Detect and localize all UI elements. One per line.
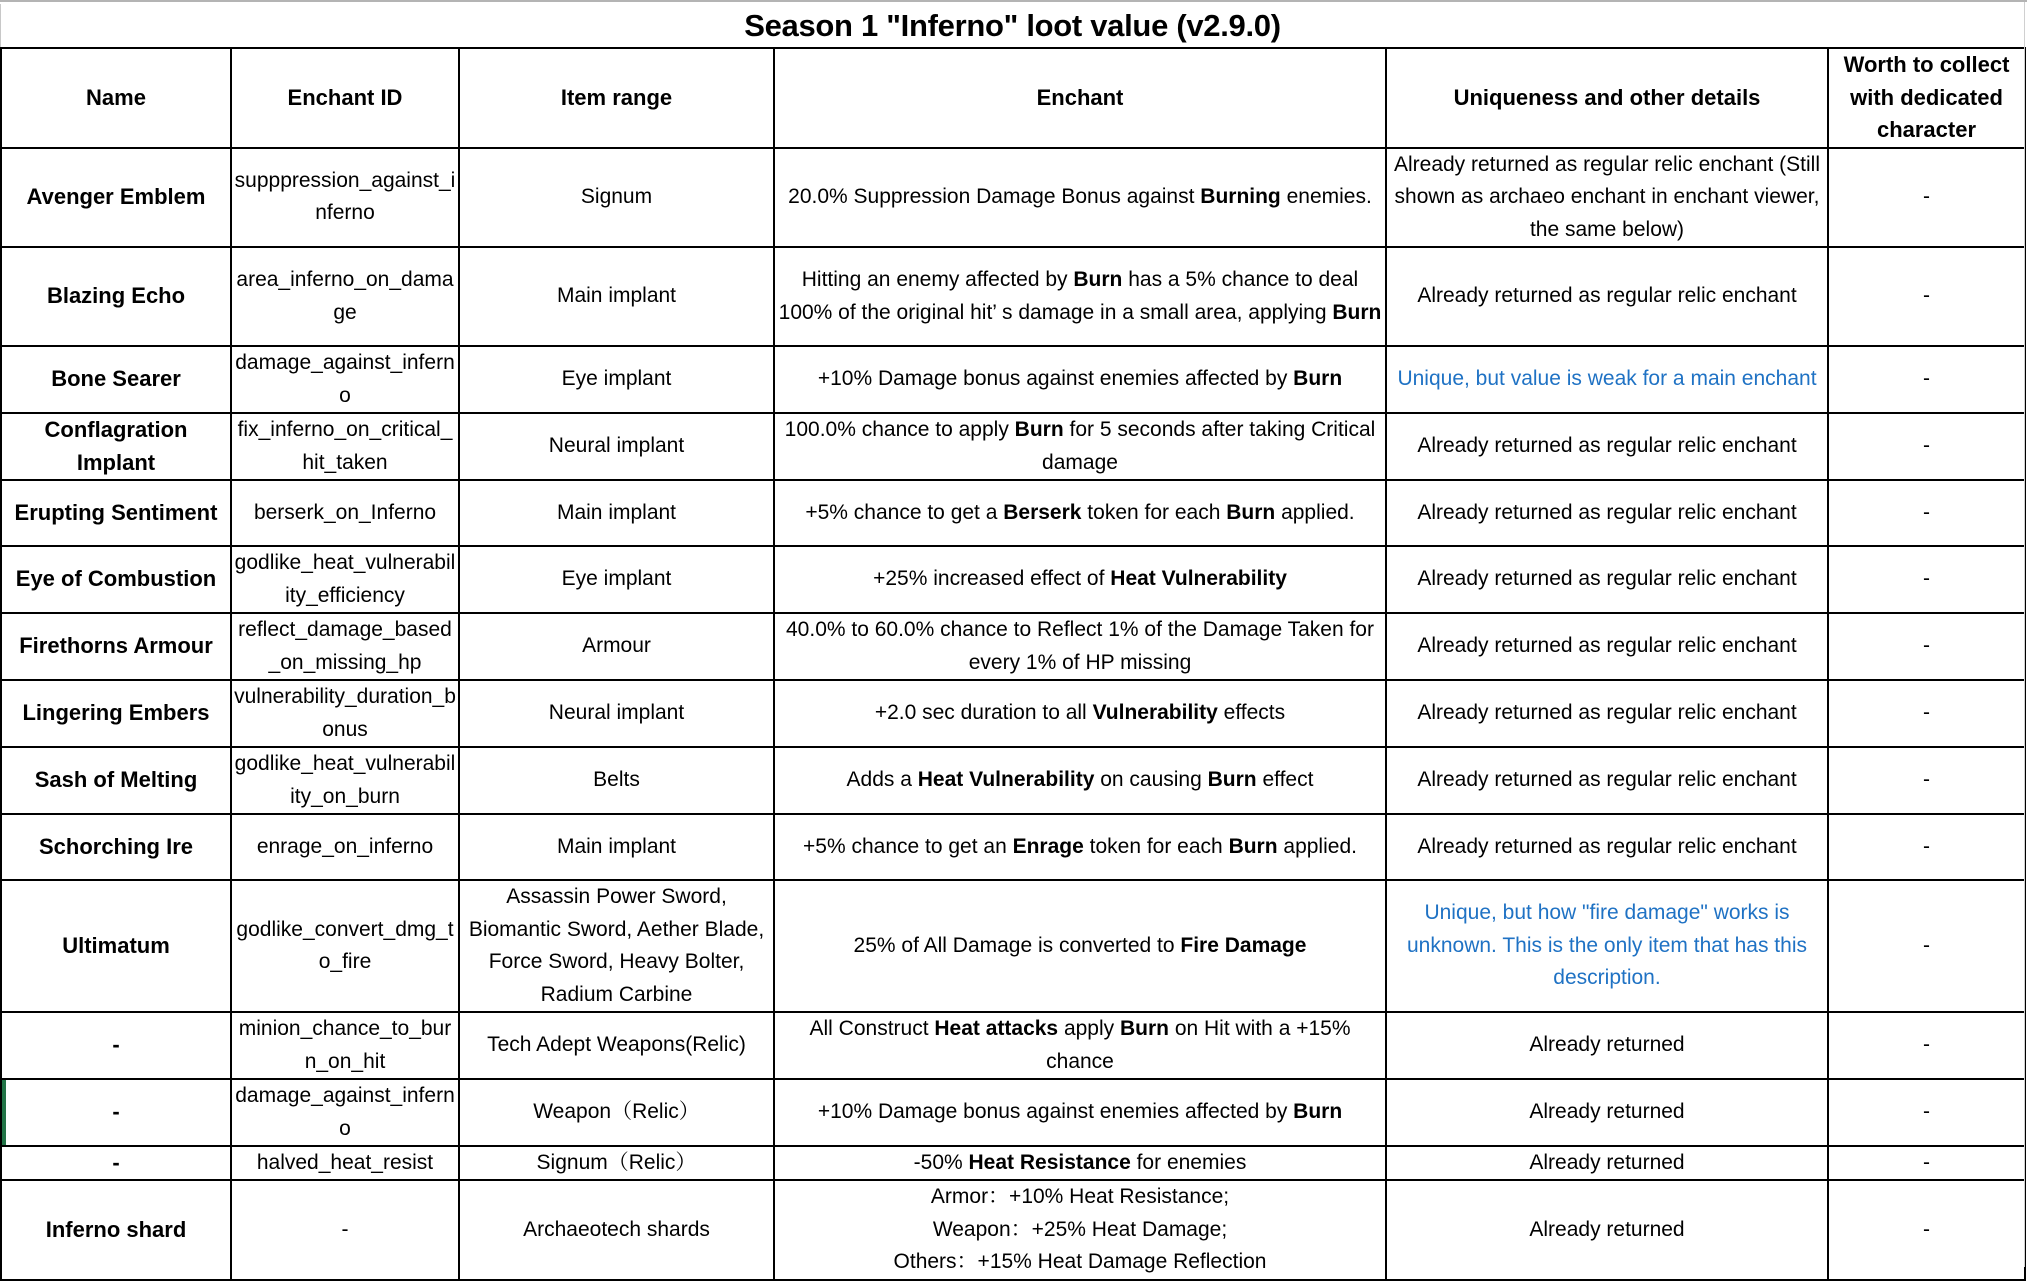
- enchant-line: [778, 1214, 1382, 1247]
- table-row: [1, 747, 2025, 814]
- cell-enchant[interactable]: [774, 747, 1386, 814]
- enchant-text: applied.: [1275, 500, 1355, 524]
- table-row: [1, 148, 2025, 248]
- cell-name[interactable]: -: [1, 1012, 231, 1079]
- enchant-text: 40.0% to 60.0% chance to Reflect 1% of the Damage Taken for every 1% of HP missing: [786, 618, 1374, 674]
- cell-enchant-id[interactable]: berserk_on_Inferno: [231, 480, 459, 546]
- cell-enchant[interactable]: [774, 1079, 1386, 1146]
- enchant-keyword: Burn: [1228, 834, 1278, 858]
- cell-item-range[interactable]: Armour: [459, 613, 774, 680]
- cell-worth[interactable]: -: [1828, 480, 2025, 546]
- cell-worth[interactable]: -: [1828, 680, 2025, 747]
- enchant-text: token for each: [1083, 834, 1229, 858]
- table-body: [1, 148, 2025, 1280]
- cell-enchant-id[interactable]: supppression_against_inferno: [231, 148, 459, 248]
- cell-worth[interactable]: -: [1828, 814, 2025, 880]
- enchant-keyword: Burn: [1207, 768, 1257, 792]
- enchant-keyword: Enrage: [1012, 834, 1084, 858]
- cell-item-range[interactable]: Tech Adept Weapons(Relic): [459, 1012, 774, 1079]
- cell-item-range[interactable]: Neural implant: [459, 413, 774, 480]
- cell-name[interactable]: Erupting Sentiment: [1, 480, 231, 546]
- cell-worth[interactable]: -: [1828, 747, 2025, 814]
- enchant-text: applied.: [1277, 834, 1357, 858]
- enchant-text: effect: [1256, 768, 1314, 792]
- enchant-text: has a 5% chance to deal 100% of the original hit’ s damage in a small area, applying: [778, 268, 1359, 324]
- enchant-line: [803, 835, 1357, 858]
- enchant-keyword: Burning: [1200, 185, 1281, 208]
- cell-worth[interactable]: -: [1828, 413, 2025, 480]
- cell-enchant-id[interactable]: enrage_on_inferno: [231, 814, 459, 880]
- cell-item-range[interactable]: Assassin Power Sword, Biomantic Sword, Aether Blade, Force Sword, Heavy Bolter, Radium Carbine: [459, 880, 774, 1012]
- enchant-line: [854, 934, 1307, 957]
- cell-name[interactable]: Avenger Emblem: [1, 148, 231, 248]
- cell-enchant-id[interactable]: area_inferno_on_damage: [231, 247, 459, 346]
- cell-enchant-id[interactable]: godlike_heat_vulnerability_efficiency: [231, 546, 459, 613]
- table-row: [1, 1146, 2025, 1180]
- enchant-text: +10% Damage bonus against enemies affected by: [817, 1100, 1294, 1124]
- enchant-line: [786, 618, 1374, 674]
- cell-enchant-id[interactable]: godlike_heat_vulnerability_on_burn: [231, 747, 459, 814]
- cell-enchant[interactable]: [774, 880, 1386, 1012]
- table-row: [1, 346, 2025, 413]
- cell-worth[interactable]: -: [1828, 247, 2025, 346]
- cell-worth[interactable]: -: [1828, 1180, 2025, 1280]
- cell-enchant[interactable]: [774, 346, 1386, 413]
- cell-uniqueness[interactable]: Already returned as regular relic enchant: [1386, 247, 1828, 346]
- table-row: [1, 814, 2025, 880]
- header-uniqueness[interactable]: Uniqueness and other details: [1386, 48, 1828, 148]
- enchant-text: 25% of All Damage is converted to: [853, 933, 1181, 957]
- cell-uniqueness[interactable]: Already returned as regular relic enchant: [1386, 747, 1828, 814]
- table-row: [1, 480, 2025, 546]
- header-item-range[interactable]: Item range: [459, 48, 774, 148]
- enchant-text: +5% chance to get a: [805, 500, 1004, 524]
- enchant-text: Weapon：+25% Heat Damage;: [932, 1217, 1228, 1241]
- cell-name[interactable]: Eye of Combustion: [1, 546, 231, 613]
- enchant-keyword: Berserk: [1003, 500, 1082, 524]
- cell-uniqueness[interactable]: Already returned as regular relic enchant: [1386, 613, 1828, 680]
- enchant-line: [914, 1151, 1247, 1174]
- enchant-line: [873, 567, 1287, 590]
- cell-item-range[interactable]: Eye implant: [459, 346, 774, 413]
- cell-name[interactable]: -: [1, 1146, 231, 1180]
- enchant-text: -50%: [913, 1151, 969, 1174]
- cell-item-range[interactable]: Main implant: [459, 480, 774, 546]
- table-row: [1, 247, 2025, 346]
- table-row: [1, 1012, 2025, 1079]
- cell-enchant[interactable]: [774, 613, 1386, 680]
- enchant-text: Armor：+10% Heat Resistance;: [930, 1185, 1230, 1208]
- cell-name[interactable]: Blazing Echo: [1, 247, 231, 346]
- cell-worth[interactable]: -: [1828, 1079, 2025, 1146]
- cell-worth[interactable]: -: [1828, 546, 2025, 613]
- enchant-text: +25% increased effect of: [873, 567, 1111, 591]
- cell-name[interactable]: Bone Searer: [1, 346, 231, 413]
- enchant-text: +10% Damage bonus against enemies affected by: [817, 367, 1294, 391]
- enchant-text: +2.0 sec duration to all: [874, 701, 1093, 725]
- enchant-text: +5% chance to get an: [803, 834, 1013, 858]
- cell-enchant-id[interactable]: godlike_convert_dmg_to_fire: [231, 880, 459, 1012]
- loot-table: [0, 47, 2026, 1281]
- cell-enchant[interactable]: [774, 546, 1386, 613]
- cell-enchant-id[interactable]: vulnerability_duration_bonus: [231, 680, 459, 747]
- cell-enchant[interactable]: [774, 148, 1386, 248]
- header-enchant[interactable]: Enchant: [774, 48, 1386, 148]
- cell-item-range[interactable]: Weapon（Relic）: [459, 1079, 774, 1146]
- cell-worth[interactable]: -: [1828, 613, 2025, 680]
- table-row: [1, 680, 2025, 747]
- cell-enchant-id[interactable]: fix_inferno_on_critical_hit_taken: [231, 413, 459, 480]
- enchant-keyword: Vulnerability: [1092, 701, 1218, 725]
- header-enchant-id[interactable]: Enchant ID: [231, 48, 459, 148]
- cell-enchant-id[interactable]: minion_chance_to_burn_on_hit: [231, 1012, 459, 1079]
- enchant-line: [778, 1246, 1382, 1279]
- enchant-keyword: Burn: [1014, 418, 1064, 441]
- cell-uniqueness[interactable]: Unique, but how "fire damage" works is unknown. This is the only item that has this description.: [1386, 880, 1828, 1012]
- enchant-text: enemies.: [1280, 185, 1372, 208]
- enchant-text: All Construct: [809, 1017, 935, 1040]
- header-row: [1, 48, 2025, 148]
- enchant-line: [805, 501, 1354, 524]
- enchant-keyword: Burn: [1293, 367, 1343, 391]
- enchant-text: effects: [1217, 701, 1286, 725]
- cell-item-range[interactable]: Signum（Relic）: [459, 1146, 774, 1180]
- cell-enchant-id[interactable]: halved_heat_resist: [231, 1146, 459, 1180]
- cell-item-range[interactable]: Signum: [459, 148, 774, 248]
- enchant-line: [818, 367, 1342, 390]
- cell-enchant[interactable]: [774, 1012, 1386, 1079]
- cell-worth[interactable]: -: [1828, 880, 2025, 1012]
- cell-enchant[interactable]: [774, 480, 1386, 546]
- cell-uniqueness[interactable]: Already returned: [1386, 1146, 1828, 1180]
- cell-worth[interactable]: -: [1828, 346, 2025, 413]
- enchant-line: [818, 1100, 1342, 1123]
- enchant-keyword: Heat Vulnerability: [1110, 567, 1287, 591]
- enchant-text: token for each: [1081, 500, 1227, 524]
- enchant-keyword: Burn: [1332, 300, 1382, 324]
- header-worth[interactable]: Worth to collect with dedicated character: [1828, 48, 2025, 148]
- cell-enchant[interactable]: [774, 680, 1386, 747]
- enchant-text: apply: [1058, 1017, 1120, 1040]
- cell-worth[interactable]: -: [1828, 1146, 2025, 1180]
- cell-name[interactable]: Ultimatum: [1, 880, 231, 1012]
- cell-enchant[interactable]: [774, 1146, 1386, 1180]
- cell-enchant-id[interactable]: reflect_damage_based_on_missing_hp: [231, 613, 459, 680]
- cell-item-range[interactable]: Archaeotech shards: [459, 1180, 774, 1280]
- cell-uniqueness[interactable]: Already returned as regular relic enchant: [1386, 413, 1828, 480]
- enchant-keyword: Burn: [1119, 1017, 1169, 1040]
- cell-uniqueness[interactable]: Already returned as regular relic enchant: [1386, 480, 1828, 546]
- cell-name[interactable]: Inferno shard: [1, 1180, 231, 1280]
- enchant-text: 20.0% Suppression Damage Bonus against: [788, 185, 1201, 208]
- enchant-text: for 5 seconds after taking Critical damage: [1042, 418, 1376, 474]
- cell-enchant-id[interactable]: -: [231, 1180, 459, 1280]
- enchant-keyword: Heat Vulnerability: [917, 768, 1095, 792]
- enchant-text: for enemies: [1130, 1151, 1247, 1174]
- header-name[interactable]: Name: [1, 48, 231, 148]
- enchant-text: Others：+15% Heat Damage Reflection: [893, 1250, 1267, 1273]
- cell-item-range[interactable]: Neural implant: [459, 680, 774, 747]
- enchant-keyword: Heat attacks: [934, 1017, 1059, 1040]
- cell-uniqueness[interactable]: Already returned: [1386, 1180, 1828, 1280]
- sheet-title[interactable]: Season 1 "Inferno" loot value (v2.9.0): [0, 4, 2024, 47]
- cell-name[interactable]: Conflagration Implant: [1, 413, 231, 480]
- enchant-line: [875, 701, 1285, 724]
- cell-enchant-id[interactable]: damage_against_inferno: [231, 346, 459, 413]
- cell-uniqueness[interactable]: Already returned as regular relic enchant: [1386, 680, 1828, 747]
- enchant-line: [788, 185, 1372, 208]
- table-row: [1, 413, 2025, 480]
- enchant-line: [778, 1181, 1382, 1214]
- cell-uniqueness[interactable]: Already returned as regular relic enchant: [1386, 814, 1828, 880]
- enchant-text: Hitting an enemy affected by: [801, 268, 1074, 291]
- enchant-line: [779, 268, 1382, 324]
- enchant-text: on causing: [1094, 768, 1208, 792]
- cell-name[interactable]: Schorching Ire: [1, 814, 231, 880]
- cell-uniqueness[interactable]: Already returned: [1386, 1012, 1828, 1079]
- cell-name[interactable]: -: [1, 1079, 231, 1146]
- table-row: [1, 880, 2025, 1012]
- table-row: [1, 546, 2025, 613]
- enchant-keyword: Burn: [1073, 268, 1123, 291]
- cell-enchant-id[interactable]: damage_against_inferno: [231, 1079, 459, 1146]
- cell-name[interactable]: Firethorns Armour: [1, 613, 231, 680]
- enchant-keyword: Fire Damage: [1180, 933, 1307, 957]
- table-row: [1, 613, 2025, 680]
- cell-name[interactable]: Lingering Embers: [1, 680, 231, 747]
- cell-name[interactable]: Sash of Melting: [1, 747, 231, 814]
- cell-enchant[interactable]: [774, 413, 1386, 480]
- cell-item-range[interactable]: Belts: [459, 747, 774, 814]
- enchant-text: on Hit with a +15% chance: [1046, 1017, 1351, 1073]
- enchant-text: Adds a: [846, 768, 918, 792]
- cell-uniqueness[interactable]: Already returned as regular relic enchant (Still shown as archaeo enchant in enchant viewer, the same below): [1386, 148, 1828, 248]
- cell-worth[interactable]: -: [1828, 1012, 2025, 1079]
- cell-enchant[interactable]: [774, 247, 1386, 346]
- enchant-line: [785, 418, 1376, 474]
- table-row: [1, 1079, 2025, 1146]
- enchant-keyword: Heat Resistance: [968, 1151, 1131, 1174]
- gridline: [2024, 2, 2025, 1267]
- cell-uniqueness[interactable]: Already returned as regular relic enchant: [1386, 546, 1828, 613]
- cell-item-range[interactable]: Eye implant: [459, 546, 774, 613]
- enchant-keyword: Burn: [1226, 500, 1276, 524]
- cell-uniqueness[interactable]: Already returned: [1386, 1079, 1828, 1146]
- cell-worth[interactable]: -: [1828, 148, 2025, 248]
- cell-item-range[interactable]: Main implant: [459, 814, 774, 880]
- enchant-line: [810, 1017, 1351, 1073]
- cell-uniqueness[interactable]: Unique, but value is weak for a main enchant: [1386, 346, 1828, 413]
- cell-item-range[interactable]: Main implant: [459, 247, 774, 346]
- cell-enchant[interactable]: [774, 814, 1386, 880]
- enchant-keyword: Burn: [1293, 1100, 1343, 1124]
- enchant-line: [847, 768, 1314, 791]
- enchant-text: 100.0% chance to apply: [784, 418, 1015, 441]
